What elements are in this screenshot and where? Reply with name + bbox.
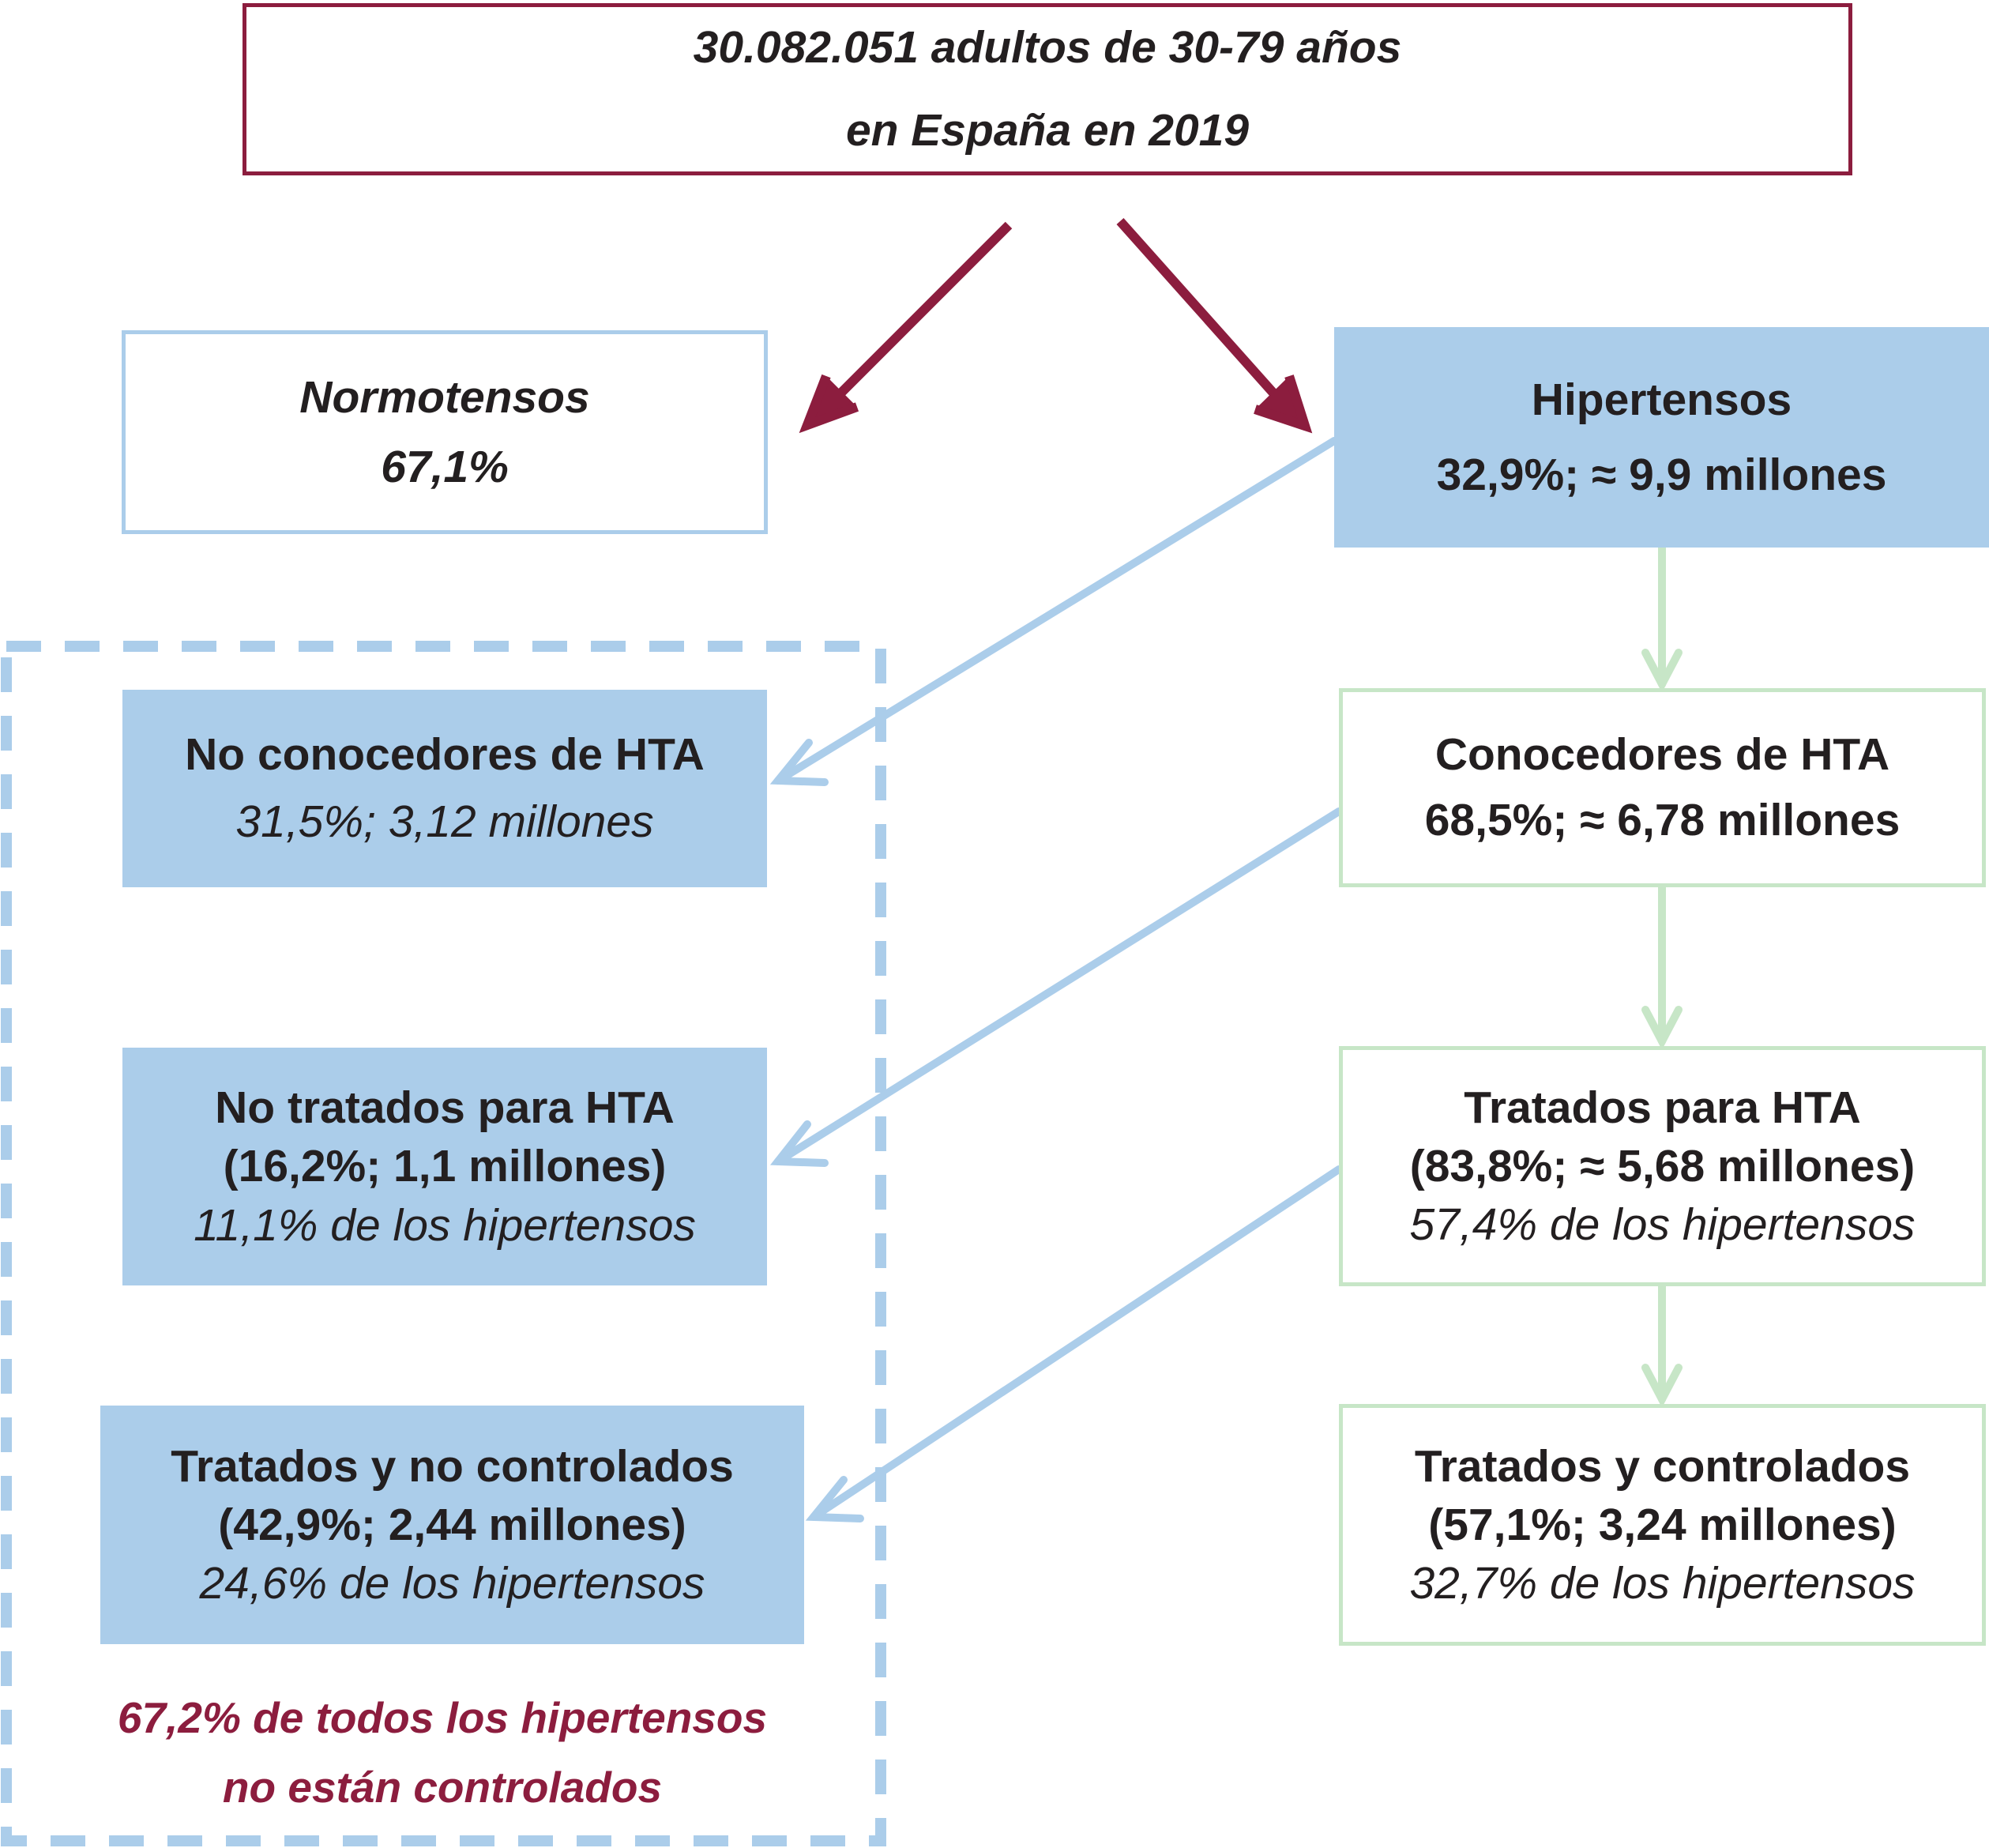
total-population-line2: en España en 2019 bbox=[845, 105, 1250, 156]
no-tratados-value: (16,2%; 1,1 millones) bbox=[223, 1141, 667, 1192]
hipertensos-value: 32,9%; ≈ 9,9 millones bbox=[1436, 449, 1887, 500]
normotensos-box bbox=[122, 330, 768, 534]
arrow-to-normotensos bbox=[807, 225, 1009, 425]
hipertensos-box bbox=[1334, 327, 1989, 548]
arrow-to-tratados-controlados bbox=[1645, 1286, 1679, 1399]
tratados-controlados-share: 32,7% de los hipertensos bbox=[1409, 1558, 1916, 1609]
tratados-controlados-box bbox=[1339, 1404, 1986, 1646]
tratados-controlados-value: (57,1%; 3,24 millones) bbox=[1428, 1499, 1897, 1550]
no-tratados-box bbox=[122, 1048, 767, 1285]
arrow-to-no-tratados bbox=[778, 811, 1339, 1163]
no-tratados-share: 11,1% de los hipertensos bbox=[194, 1199, 696, 1251]
no-conocedores-title: No conocedores de HTA bbox=[185, 728, 705, 780]
conocedores-box bbox=[1339, 688, 1986, 887]
tratados-no-controlados-value: (42,9%; 2,44 millones) bbox=[218, 1499, 686, 1550]
no-conocedores-value: 31,5%; 3,12 millones bbox=[235, 796, 654, 847]
tratados-box bbox=[1339, 1046, 1986, 1286]
normotensos-value: 67,1% bbox=[381, 442, 509, 492]
total-population-line1: 30.082.051 adultos de 30-79 años bbox=[693, 21, 1402, 73]
uncontrolled-note-line1: 67,2% de todos los hipertensos bbox=[117, 1693, 768, 1742]
tratados-no-controlados-share: 24,6% de los hipertensos bbox=[199, 1558, 705, 1609]
conocedores-value: 68,5%; ≈ 6,78 millones bbox=[1424, 795, 1901, 845]
tratados-controlados-title: Tratados y controlados bbox=[1414, 1440, 1911, 1492]
conocedores-title: Conocedores de HTA bbox=[1434, 729, 1890, 781]
arrow-to-tratados-no-controlados bbox=[814, 1169, 1339, 1519]
tratados-value: (83,8%; ≈ 5,68 millones) bbox=[1409, 1140, 1916, 1191]
no-conocedores-box bbox=[122, 690, 767, 887]
tratados-no-controlados-title: Tratados y no controlados bbox=[171, 1440, 734, 1492]
normotensos-title: Normotensos bbox=[299, 371, 590, 423]
arrow-to-tratados bbox=[1645, 887, 1679, 1041]
arrow-to-hipertensos bbox=[1120, 221, 1305, 426]
tratados-share: 57,4% de los hipertensos bbox=[1409, 1199, 1916, 1251]
uncontrolled-note-line2: no están controlados bbox=[222, 1763, 663, 1812]
uncontrolled-note bbox=[39, 1683, 845, 1822]
no-tratados-title: No tratados para HTA bbox=[215, 1082, 675, 1134]
hipertensos-title: Hipertensos bbox=[1531, 374, 1792, 426]
arrow-to-no-conocedores bbox=[778, 441, 1334, 782]
tratados-title: Tratados para HTA bbox=[1464, 1082, 1861, 1133]
arrow-to-conocedores bbox=[1645, 548, 1679, 684]
total-population-box bbox=[243, 3, 1852, 175]
tratados-no-controlados-box bbox=[100, 1406, 804, 1644]
